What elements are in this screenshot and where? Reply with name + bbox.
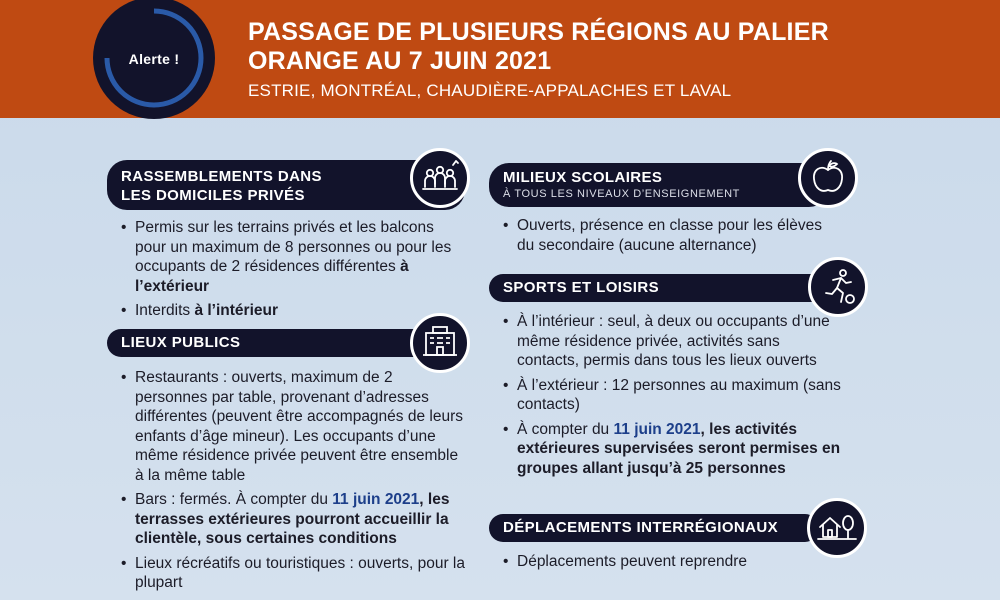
deplacements-title: DÉPLACEMENTS INTERRÉGIONAUX (503, 519, 778, 536)
deplacements-list (503, 552, 833, 577)
section-header-scolaires (489, 163, 829, 207)
domiciles-list (121, 218, 466, 326)
section-header-deplacements (489, 514, 819, 542)
list-item: • À l’extérieur : 12 personnes au maximum (sans contacts) (503, 376, 843, 415)
alert-badge (93, 0, 215, 119)
list-item: • Permis sur les terrains privés et les balcons pour un maximum de 8 personnes ou pour les occupants de 2 résidences différentes à l’extérieur (121, 218, 466, 296)
lieux-publics-title: LIEUX PUBLICS (121, 334, 241, 351)
list-item: • Restaurants : ouverts, maximum de 2 personnes par table, provenant d’adresses différentes (peuvent être accompagnés de leurs enfants d’âge mineur). Les occupants d’une même résidence privée peuvent être ensemble à la même table (121, 368, 466, 485)
title-line-2: ORANGE AU 7 JUIN 2021 (248, 47, 552, 75)
list-item: • Lieux récréatifs ou touristiques : ouverts, pour la plupart (121, 554, 466, 593)
apple-icon (798, 148, 858, 208)
page-subtitle: ESTRIE, MONTRÉAL, CHAUDIÈRE-APPALACHES ET LAVAL (248, 81, 732, 100)
scolaires-subtitle: À TOUS LES NIVEAUX D’ENSEIGNEMENT (503, 188, 741, 200)
list-item: • Bars : fermés. À compter du 11 juin 2021, les terrasses extérieures pourront accueillir la clientèle, sous certaines conditions (121, 490, 466, 549)
domiciles-title-2: LES DOMICILES PRIVÉS (121, 187, 305, 204)
scolaires-title: MILIEUX SCOLAIRES (503, 169, 663, 186)
scolaires-list (503, 216, 833, 260)
runner-ball-icon (808, 257, 868, 317)
list-item: • Interdits à l’intérieur (121, 301, 466, 321)
sports-list (503, 312, 843, 483)
list-item: • À compter du 11 juin 2021, les activités extérieures supervisées seront permises en groupes allant jusqu’à 25 personnes (503, 420, 843, 479)
lieux-publics-list (121, 368, 466, 598)
list-item: • À l’intérieur : seul, à deux ou occupants d’une même résidence privée, activités sans contacts, permis dans tous les lieux ouverts (503, 312, 843, 371)
people-gathering-icon (410, 148, 470, 208)
house-tree-icon (807, 498, 867, 558)
sports-title: SPORTS ET LOISIRS (503, 279, 659, 296)
list-item: • Déplacements peuvent reprendre (503, 552, 833, 572)
section-header-lieux-publics (107, 329, 452, 357)
domiciles-title-1: RASSEMBLEMENTS DANS (121, 168, 322, 185)
list-item: • Ouverts, présence en classe pour les élèves du secondaire (aucune alternance) (503, 216, 833, 255)
section-header-sports (489, 274, 829, 302)
alert-label: Alerte ! (128, 51, 180, 67)
header-banner (0, 0, 1000, 118)
page-title (248, 18, 948, 76)
building-icon (410, 313, 470, 373)
title-line-1: PASSAGE DE PLUSIEURS RÉGIONS AU PALIER (248, 18, 829, 46)
